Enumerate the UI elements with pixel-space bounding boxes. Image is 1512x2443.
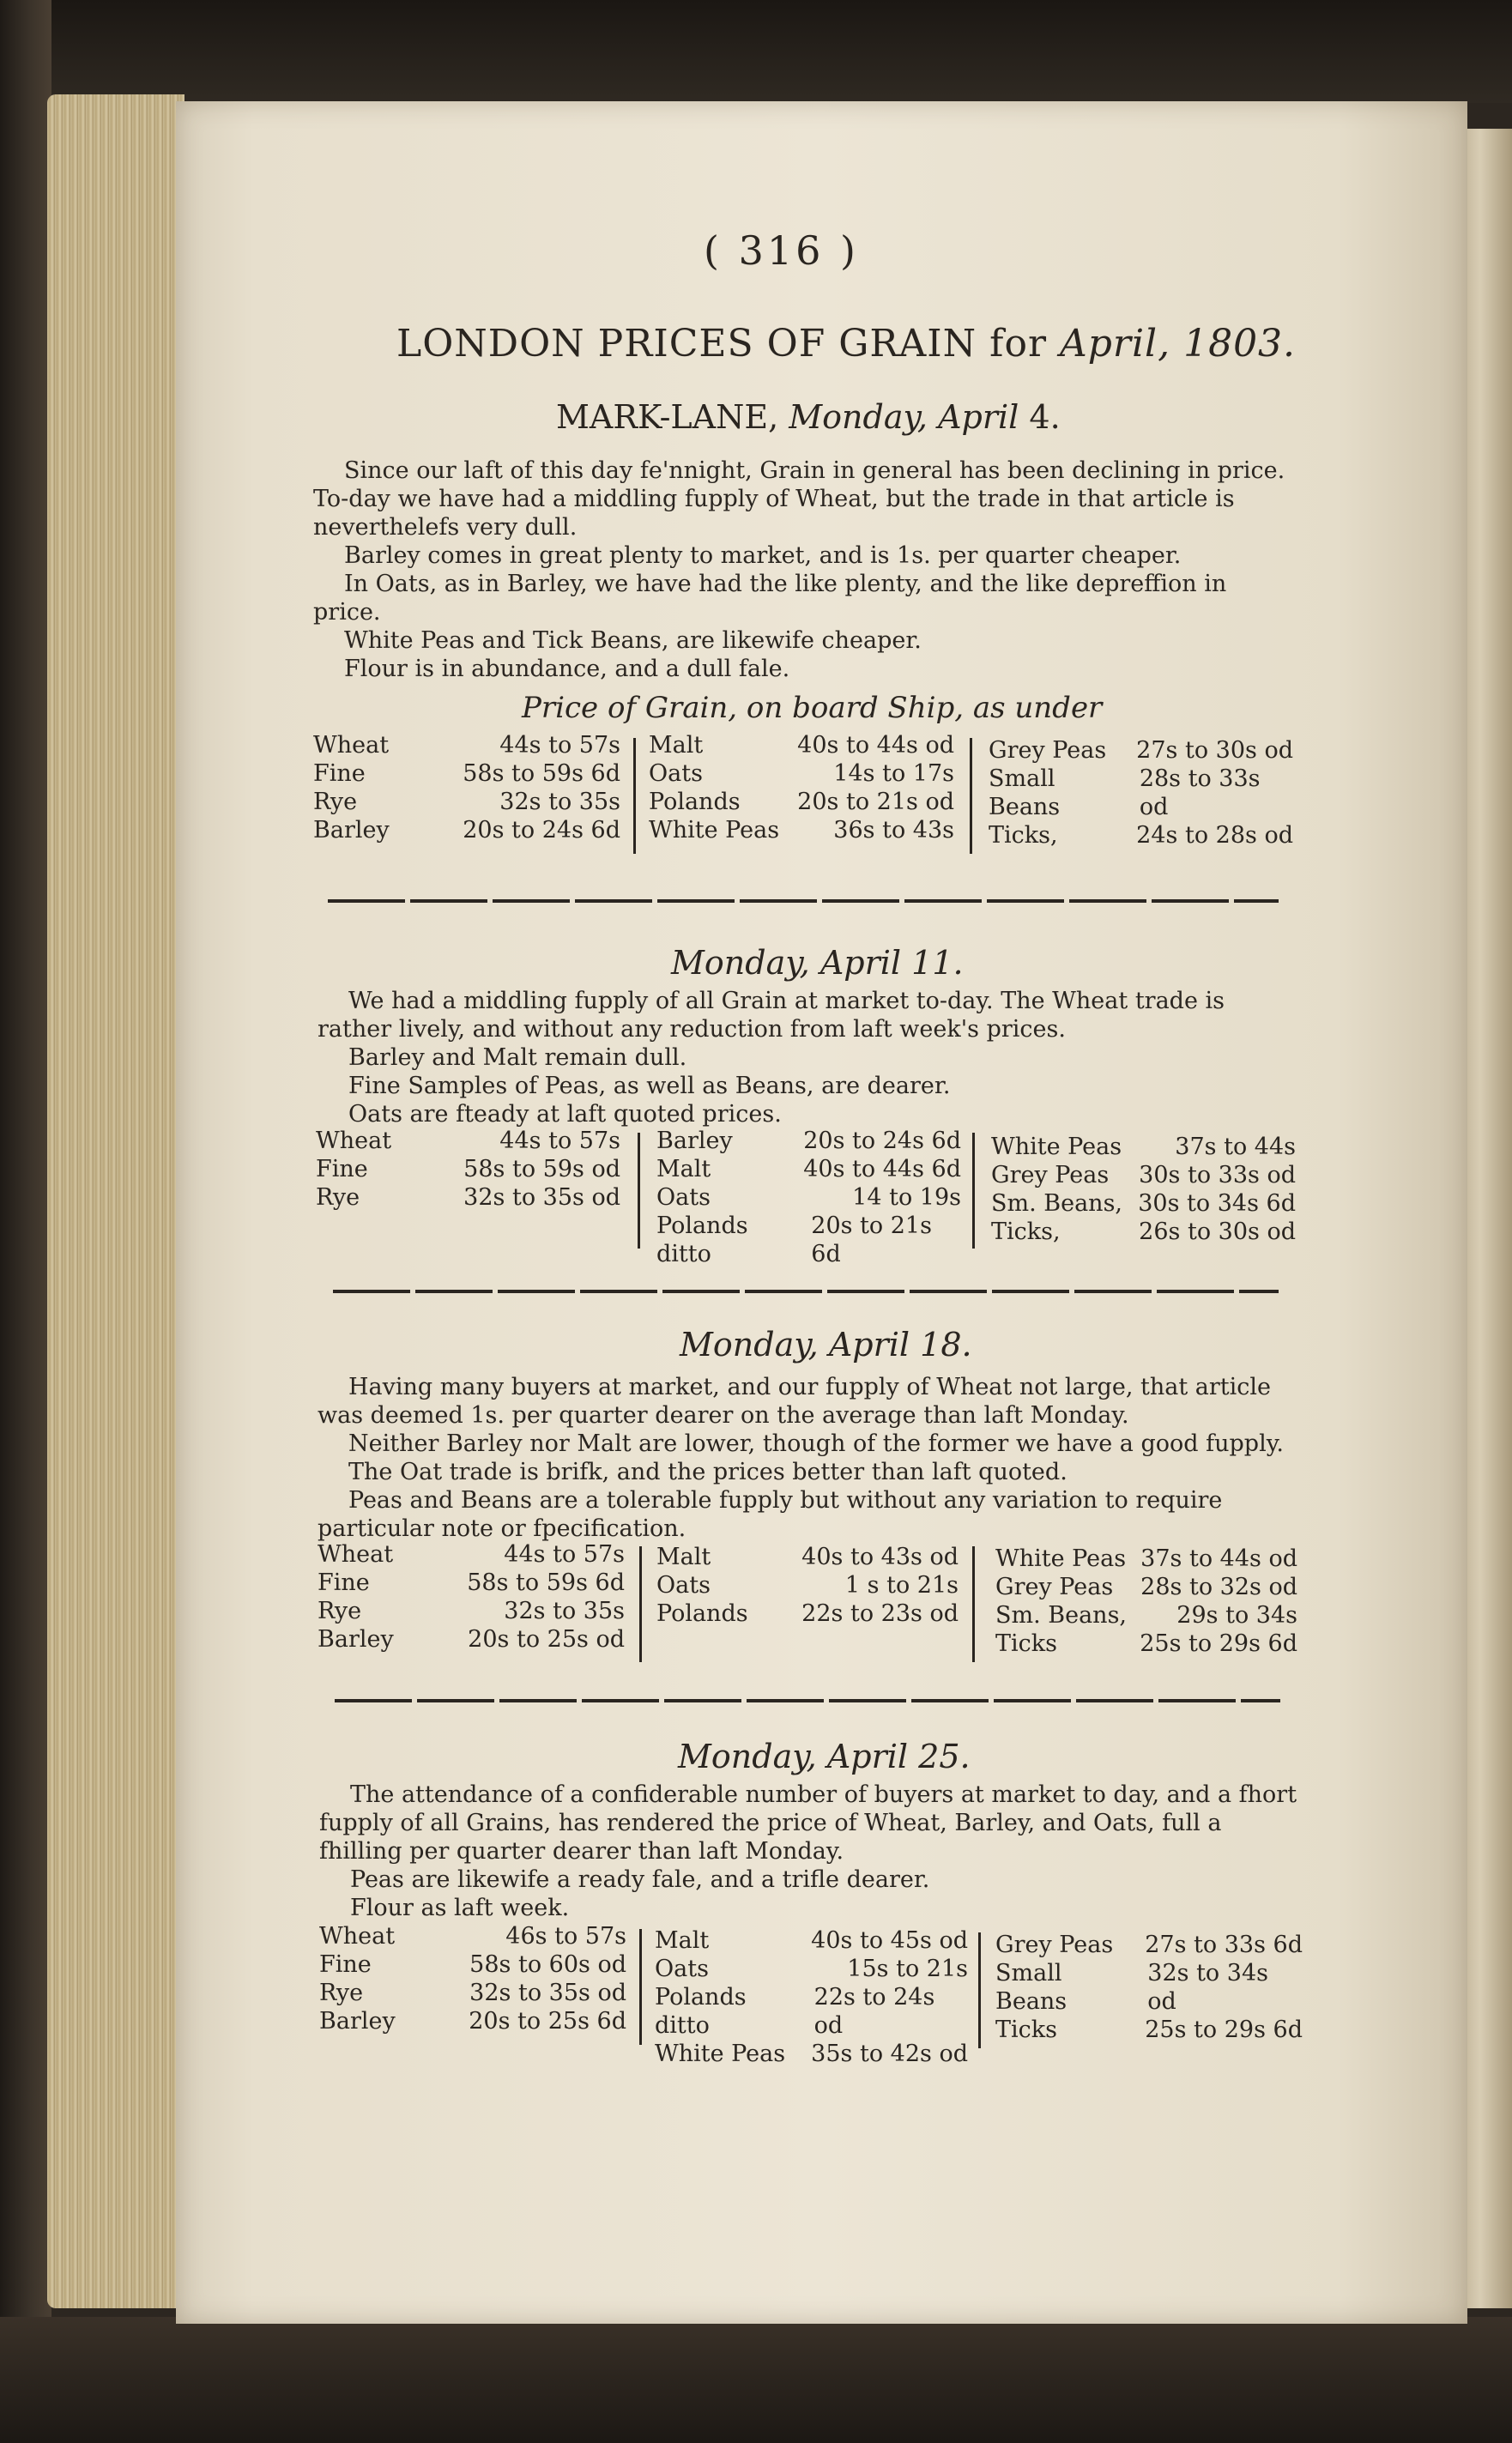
grain-name: Polands — [656, 1600, 748, 1627]
paragraph: Since our laft of this day fe'nnight, Grain in general has been declining in price. To-day we have had a middling fupply of Wheat, but the trade in that article is neverthelefs very dull. — [313, 457, 1285, 541]
page-number: ( 316 ) — [704, 227, 859, 274]
grain-name: Barley — [318, 1626, 394, 1653]
grain-name: White Peas — [655, 2041, 786, 2067]
heading-day: 4. — [1029, 398, 1061, 436]
price-column — [316, 1127, 620, 1212]
heading-place: MARK-LANE, — [556, 398, 779, 436]
price-row — [319, 1979, 626, 2007]
section-divider — [328, 899, 1279, 903]
grain-price: 44s to 57s — [499, 732, 620, 759]
grain-name: Malt — [656, 1156, 711, 1182]
price-column — [995, 1545, 1297, 1658]
grain-price: 20s to 25s od — [468, 1626, 625, 1653]
price-row — [995, 1601, 1297, 1630]
price-row — [313, 816, 620, 844]
price-row — [318, 1625, 625, 1654]
grain-name: Ticks, — [989, 822, 1058, 849]
grain-name: Fine — [316, 1156, 368, 1182]
book-spine-edge — [0, 0, 51, 2443]
price-column — [656, 1127, 961, 1268]
column-rule — [638, 1133, 640, 1249]
grain-price: 44s to 57s — [499, 1128, 620, 1154]
grain-price: 29s to 34s — [1176, 1602, 1297, 1629]
grain-price: 30s to 33s od — [1139, 1162, 1296, 1188]
table-caption: Price of Grain, on board Ship, as under — [522, 691, 1103, 725]
section-paragraphs — [318, 987, 1304, 1128]
title-main: LONDON PRICES OF GRAIN for — [396, 322, 1047, 366]
price-row — [995, 1959, 1303, 2016]
grain-price: 28s to 32s od — [1140, 1574, 1297, 1600]
column-rule — [639, 1546, 642, 1662]
grain-name: Grey Peas — [991, 1162, 1110, 1188]
grain-price: 1 s to 21s — [844, 1572, 959, 1599]
price-row — [655, 2040, 968, 2068]
price-row — [655, 1955, 968, 1983]
grain-name: Sm. Beans, — [995, 1602, 1128, 1629]
grain-price: 32s to 34s od — [1147, 1960, 1268, 2015]
grain-price: 40s to 43s od — [801, 1544, 959, 1570]
grain-name: Oats — [656, 1572, 711, 1599]
price-row — [656, 1543, 959, 1571]
grain-name: Sm. Beans, — [991, 1190, 1123, 1217]
grain-name: Wheat — [313, 732, 390, 759]
grain-price: 20s to 25s 6d — [469, 2008, 626, 2035]
section-heading-april-25: Monday, April 25. — [678, 1738, 971, 1775]
grain-name: Polands ditto — [655, 1984, 747, 2039]
grain-name: Ticks, — [991, 1218, 1061, 1245]
book-top-edge — [0, 0, 1512, 103]
paragraph: White Peas and Tick Beans, are likewife cheaper. — [344, 627, 922, 654]
grain-name: Malt — [649, 732, 704, 759]
price-row — [991, 1218, 1296, 1246]
grain-price: 20s to 24s 6d — [463, 817, 620, 844]
column-rule — [972, 1133, 975, 1249]
grain-name: Grey Peas — [995, 1932, 1114, 1958]
grain-name: Small Beans — [989, 765, 1061, 820]
paragraph: Barley comes in great plenty to market, and is 1s. per quarter cheaper. — [344, 542, 1182, 569]
price-row — [995, 1931, 1303, 1959]
grain-name: Rye — [313, 789, 358, 815]
paragraph: Barley and Malt remain dull. — [348, 1044, 687, 1071]
grain-price: 40s to 44s 6d — [803, 1156, 961, 1182]
price-column — [656, 1543, 959, 1628]
price-row — [316, 1155, 620, 1183]
grain-price: 58s to 59s 6d — [467, 1569, 625, 1596]
price-row — [995, 1573, 1297, 1601]
paragraph: Peas and Beans are a tolerable fupply but without any variation to require particular note or fpecification. — [318, 1487, 1223, 1542]
grain-price: 58s to 59s od — [463, 1156, 620, 1182]
grain-name: Rye — [319, 1980, 364, 2006]
grain-price: 14 to 19s — [852, 1184, 961, 1211]
grain-price: 20s to 21s od — [797, 789, 954, 815]
grain-price: 32s to 35s — [499, 789, 620, 815]
grain-price: 15s to 21s — [847, 1956, 968, 1982]
grain-name: Malt — [656, 1544, 711, 1570]
grain-name: Ticks — [995, 1630, 1057, 1657]
price-column — [655, 1926, 968, 2068]
price-row — [995, 2016, 1303, 2044]
section-paragraphs — [313, 457, 1300, 683]
grain-name: Fine — [318, 1569, 370, 1596]
grain-price: 14s to 17s — [833, 760, 954, 787]
grain-name: Wheat — [319, 1923, 396, 1950]
price-column — [319, 1922, 626, 2035]
grain-name: Grey Peas — [989, 737, 1107, 764]
price-row — [656, 1571, 959, 1599]
price-row — [991, 1161, 1296, 1189]
grain-price: 26s to 30s od — [1139, 1218, 1296, 1245]
grain-price: 58s to 60s od — [469, 1951, 626, 1978]
price-row — [319, 2007, 626, 2035]
grain-price: 32s to 35s — [504, 1598, 625, 1624]
paragraph: Neither Barley nor Malt are lower, though of the former we have a good fupply. — [348, 1430, 1284, 1457]
grain-name: Polands ditto — [656, 1212, 748, 1267]
price-row — [989, 821, 1293, 850]
price-row — [316, 1183, 620, 1212]
grain-name: Fine — [313, 760, 366, 787]
paragraph: Peas are likewife a ready fale, and a trifle dearer. — [350, 1866, 930, 1893]
grain-price: 28s to 33s od — [1139, 765, 1261, 820]
page-title — [396, 322, 1296, 366]
grain-name: White Peas — [991, 1134, 1122, 1160]
price-column — [649, 731, 954, 844]
price-row — [318, 1569, 625, 1597]
price-row — [313, 731, 620, 759]
grain-price: 22s to 24s od — [813, 1984, 935, 2039]
column-rule — [633, 738, 636, 854]
book-bottom-edge — [0, 2317, 1512, 2443]
grain-price: 44s to 57s — [504, 1541, 625, 1568]
grain-price: 30s to 34s 6d — [1138, 1190, 1296, 1217]
grain-price: 27s to 33s 6d — [1145, 1932, 1303, 1958]
price-row — [649, 731, 954, 759]
grain-name: Barley — [319, 2008, 396, 2035]
price-row — [319, 1950, 626, 1979]
price-row — [313, 759, 620, 788]
grain-name: White Peas — [649, 817, 780, 844]
section-heading-april-11: Monday, April 11. — [671, 944, 964, 982]
paragraph: We had a middling fupply of all Grain at market to-day. The Wheat trade is rather lively, and without any reduction from laft week's prices. — [318, 988, 1225, 1043]
column-rule — [970, 738, 972, 854]
price-row — [656, 1155, 961, 1183]
grain-price: 35s to 42s od — [811, 2041, 968, 2067]
price-row — [656, 1599, 959, 1628]
paragraph: Fine Samples of Peas, as well as Beans, are dearer. — [348, 1073, 951, 1099]
grain-name: Wheat — [316, 1128, 392, 1154]
grain-price: 58s to 59s 6d — [463, 760, 620, 787]
section-paragraphs — [319, 1781, 1306, 1922]
grain-price: 40s to 44s od — [797, 732, 954, 759]
price-column — [991, 1133, 1296, 1246]
price-row — [656, 1127, 961, 1155]
grain-price: 37s to 44s — [1175, 1134, 1296, 1160]
price-row — [991, 1133, 1296, 1161]
paragraph: The attendance of a confiderable number of buyers at market to day, and a fhort fupply of all Grains, has rendered the price of Wheat, Barley, and Oats, full a fhilling per quarter dearer than laft Monday. — [319, 1781, 1297, 1865]
price-row — [649, 816, 954, 844]
price-column — [318, 1540, 625, 1654]
heading-date: Monday, April — [789, 398, 1019, 436]
price-row — [649, 788, 954, 816]
section-heading-april-4 — [556, 398, 1061, 436]
title-date: April, 1803. — [1059, 322, 1297, 366]
grain-price: 46s to 57s — [505, 1923, 626, 1950]
price-row — [995, 1630, 1297, 1658]
price-row — [319, 1922, 626, 1950]
section-divider — [335, 1699, 1280, 1702]
grain-name: Small Beans — [995, 1960, 1067, 2015]
price-row — [318, 1597, 625, 1625]
column-rule — [978, 1932, 981, 2048]
paragraph: Flour is in abundance, and a dull fale. — [344, 656, 790, 682]
grain-price: 20s to 24s 6d — [803, 1128, 961, 1154]
grain-name: Barley — [313, 817, 390, 844]
section-divider — [333, 1290, 1279, 1293]
price-row — [989, 765, 1293, 821]
price-column — [995, 1931, 1303, 2044]
price-row — [649, 759, 954, 788]
price-row — [989, 736, 1293, 765]
grain-name: Grey Peas — [995, 1574, 1114, 1600]
paragraph: Oats are fteady at laft quoted prices. — [348, 1101, 782, 1128]
price-column — [989, 736, 1293, 850]
paragraph: The Oat trade is brifk, and the prices better than laft quoted. — [348, 1459, 1067, 1485]
grain-price: 37s to 44s od — [1140, 1545, 1297, 1572]
grain-price: 20s to 21s 6d — [811, 1212, 932, 1267]
grain-name: Ticks — [995, 2017, 1057, 2043]
price-row — [656, 1183, 961, 1212]
price-row — [655, 1983, 968, 2040]
section-heading-april-18: Monday, April 18. — [680, 1326, 972, 1364]
grain-price: 22s to 23s od — [801, 1600, 959, 1627]
paragraph: Having many buyers at market, and our fupply of Wheat not large, that article was deemed 1s. per quarter dearer on the average than laft Monday. — [318, 1374, 1271, 1429]
grain-name: Oats — [656, 1184, 711, 1211]
grain-name: Oats — [655, 1956, 709, 1982]
grain-price: 36s to 43s — [833, 817, 954, 844]
grain-name: White Peas — [995, 1545, 1127, 1572]
price-row — [318, 1540, 625, 1569]
price-row — [991, 1189, 1296, 1218]
grain-price: 32s to 35s od — [469, 1980, 626, 2006]
grain-price: 32s to 35s od — [463, 1184, 620, 1211]
paragraph: Flour as laft week. — [350, 1895, 570, 1921]
grain-price: 25s to 29s 6d — [1140, 1630, 1297, 1657]
grain-price: 24s to 28s od — [1136, 822, 1293, 849]
grain-price: 25s to 29s 6d — [1145, 2017, 1303, 2043]
grain-name: Malt — [655, 1927, 710, 1954]
grain-name: Rye — [318, 1598, 362, 1624]
book-fore-edge — [47, 94, 184, 2308]
grain-name: Wheat — [318, 1541, 394, 1568]
price-row — [995, 1545, 1297, 1573]
grain-name: Rye — [316, 1184, 360, 1211]
column-rule — [972, 1546, 975, 1662]
column-rule — [639, 1929, 642, 2045]
grain-name: Barley — [656, 1128, 733, 1154]
section-paragraphs — [318, 1373, 1304, 1543]
grain-name: Oats — [649, 760, 703, 787]
grain-name: Polands — [649, 789, 741, 815]
price-row — [656, 1212, 961, 1268]
grain-name: Fine — [319, 1951, 372, 1978]
price-column — [313, 731, 620, 844]
grain-price: 27s to 30s od — [1136, 737, 1293, 764]
price-row — [655, 1926, 968, 1955]
price-row — [316, 1127, 620, 1155]
price-row — [313, 788, 620, 816]
paragraph: In Oats, as in Barley, we have had the like plenty, and the like depreffion in price. — [313, 571, 1227, 626]
grain-price: 40s to 45s od — [811, 1927, 968, 1954]
